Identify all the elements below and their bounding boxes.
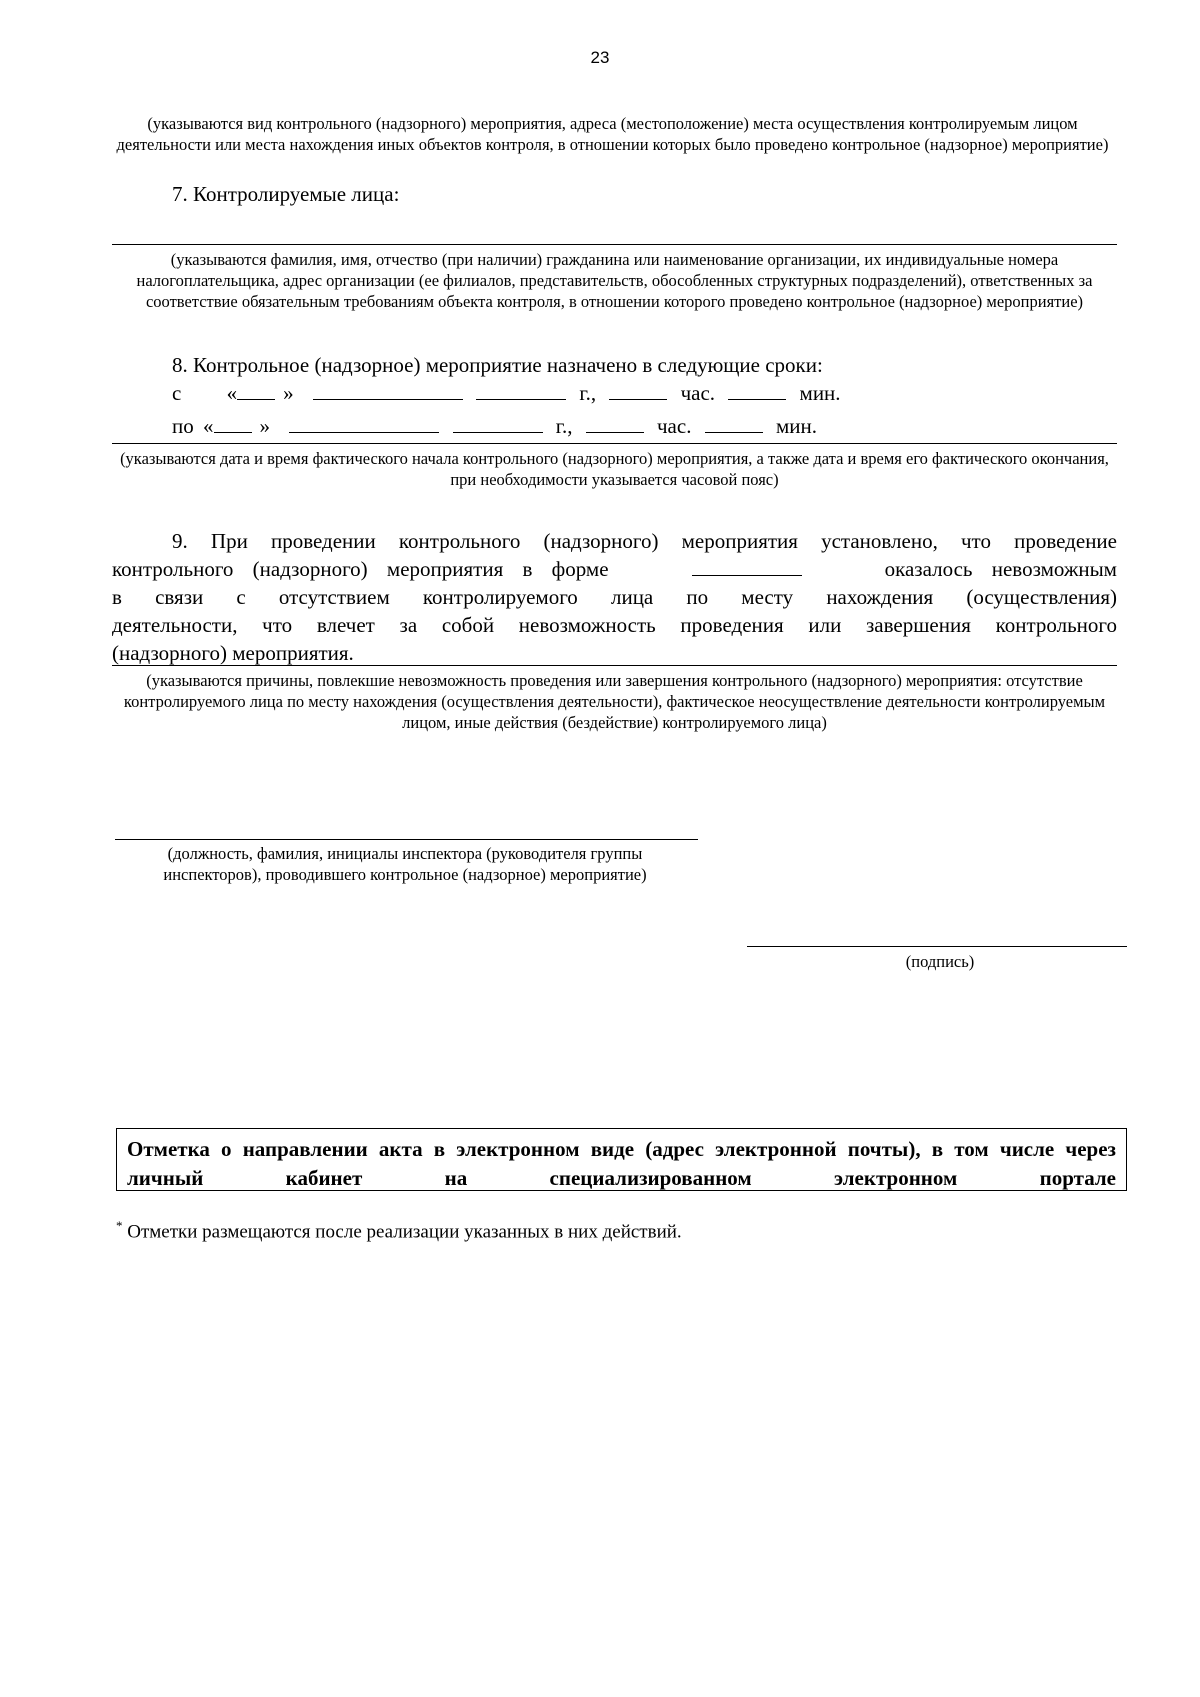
to-month-field[interactable] <box>289 414 439 433</box>
signature-note: (подпись) <box>905 952 975 971</box>
section-9-line-4: деятельности, что влечет за собой невозможность проведения или завершения контрольного <box>112 613 1117 637</box>
to-hour-field[interactable] <box>586 414 644 433</box>
footnote-text: Отметки размещаются после реализации указанных в них действий. <box>127 1221 682 1243</box>
reasons-line[interactable] <box>112 665 1117 666</box>
hour-label: час. <box>680 381 716 405</box>
quote-close: » <box>283 381 294 405</box>
section-9-line-5: (надзорного) мероприятия. <box>112 641 354 665</box>
inspection-form-field[interactable] <box>692 555 802 576</box>
inspector-name-line[interactable] <box>115 839 698 840</box>
from-year-field[interactable] <box>476 381 566 400</box>
date-from-row <box>172 379 849 407</box>
section-8-heading: 8. Контрольное (надзорное) мероприятие назначено в следующие сроки: <box>172 353 823 377</box>
electronic-mark-box: Отметка о направлении акта в электронном виде (адрес электронной почты), в том числе через личный кабинет на специализированном электронном портале <box>116 1128 1127 1191</box>
date-range-line <box>112 443 1117 444</box>
section-7-heading: 7. Контролируемые лица: <box>172 182 400 206</box>
footnote-marker: * <box>116 1218 123 1233</box>
note-place-of-inspection: (указываются вид контрольного (надзорного) мероприятия, адреса (местоположение) места осуществления контролируемым лицом деятельности или места нахождения иных объектов контроля, в отношении которых было проведено контрольное (надзорное) мероприятие) <box>116 114 1109 154</box>
year-label: г., <box>579 381 597 405</box>
to-year-field[interactable] <box>453 414 543 433</box>
year-label: г., <box>555 414 573 438</box>
date-to-row <box>172 412 825 440</box>
to-day-field[interactable] <box>214 414 252 433</box>
from-hour-field[interactable] <box>609 381 667 400</box>
from-day-field[interactable] <box>237 381 275 400</box>
line-2-part-a: контрольного (надзорного) мероприятия в форме <box>112 557 609 581</box>
quote-open: « <box>226 381 238 405</box>
minute-label: мин. <box>799 381 841 405</box>
section-9-line-2 <box>112 555 1117 583</box>
from-label: с <box>172 381 182 405</box>
section-9-line-1: 9. При проведении контрольного (надзорного) мероприятия установлено, что проведение <box>172 529 1117 553</box>
minute-label: мин. <box>775 414 817 438</box>
quote-close: » <box>259 414 270 438</box>
to-label: по <box>172 414 194 438</box>
to-minute-field[interactable] <box>705 414 763 433</box>
section-8-note: (указываются дата и время фактического начала контрольного (надзорного) мероприятия, а также дата и время его фактического окончания, при необходимости указывается часовой пояс) <box>120 449 1109 489</box>
page-number: 23 <box>590 48 610 67</box>
from-month-field[interactable] <box>313 381 463 400</box>
section-9-note: (указываются причины, повлекшие невозможность проведения или завершения контрольного (надзорного) мероприятия: отсутствие контролируемого лица по месту нахождения (осуществления деятельности), фактическое неосуществление деятельности контролируемым лицом, иные действия (бездействие) контролируемого лица) <box>123 671 1106 732</box>
line-2-part-b: оказалось невозможным <box>884 557 1117 581</box>
quote-open: « <box>203 414 214 438</box>
from-minute-field[interactable] <box>728 381 786 400</box>
signature-line[interactable] <box>747 946 1127 947</box>
footnote <box>116 1214 682 1244</box>
section-9-line-3: в связи с отсутствием контролируемого лица по месту нахождения (осуществления) <box>112 585 1117 609</box>
section-7-note: (указываются фамилия, имя, отчество (при наличии) гражданина или наименование организации, их индивидуальные номера налогоплательщика, адрес организации (ее филиалов, представительств, обособленных структурных подразделений), ответственных за соответствие обязательным требованиям объекта контроля, в отношении которого проведено контрольное (надзорное) мероприятие) <box>136 250 1093 311</box>
controlled-persons-line[interactable] <box>112 244 1117 245</box>
inspector-note: (должность, фамилия, инициалы инспектора (руководителя группы инспекторов), проводившего контрольное (надзорное) мероприятие) <box>163 844 647 884</box>
hour-label: час. <box>657 414 692 438</box>
